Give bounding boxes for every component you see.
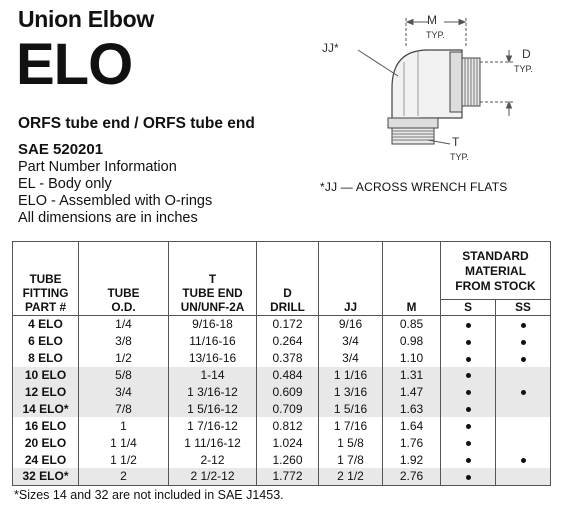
cell-stock-ss xyxy=(496,400,551,417)
cell-m: 1.10 xyxy=(383,350,441,367)
sae-number: SAE 520201 xyxy=(18,141,104,158)
cell-tube-od: 1/4 xyxy=(79,316,169,333)
cell-drill: 0.484 xyxy=(257,367,319,384)
info-line: EL - Body only xyxy=(18,176,112,192)
header-tube-end: T TUBE END UN/UNF-2A xyxy=(169,242,257,316)
cell-drill: 1.260 xyxy=(257,451,319,468)
header-s: S xyxy=(441,300,496,316)
cell-jj: 1 7/16 xyxy=(319,417,383,434)
cell-stock-ss xyxy=(496,468,551,485)
cell-stock-ss xyxy=(496,434,551,451)
cell-m: 0.85 xyxy=(383,316,441,333)
cell-part: 8 ELO xyxy=(13,350,79,367)
cell-m: 1.76 xyxy=(383,434,441,451)
cell-stock-s xyxy=(441,434,496,451)
cell-part: 16 ELO xyxy=(13,417,79,434)
wrench-flats-note: *JJ — ACROSS WRENCH FLATS xyxy=(320,180,508,194)
cell-part: 24 ELO xyxy=(13,451,79,468)
cell-stock-ss xyxy=(496,451,551,468)
cell-stock-s xyxy=(441,400,496,417)
cell-part: 14 ELO* xyxy=(13,400,79,417)
cell-jj: 3/4 xyxy=(319,333,383,350)
dim-d-label: D xyxy=(522,47,531,61)
cell-part: 32 ELO* xyxy=(13,468,79,485)
cell-m: 1.92 xyxy=(383,451,441,468)
cell-stock-s xyxy=(441,468,496,485)
dim-m-label: M xyxy=(427,13,437,27)
stock-dot-icon xyxy=(466,424,471,429)
cell-part: 4 ELO xyxy=(13,316,79,333)
cell-tube-end: 1 5/16-12 xyxy=(169,400,257,417)
table-row xyxy=(13,333,551,350)
cell-m: 1.47 xyxy=(383,384,441,401)
header-ss: SS xyxy=(496,300,551,316)
cell-jj: 1 5/16 xyxy=(319,400,383,417)
product-subtitle: Union Elbow xyxy=(18,6,154,32)
table-row xyxy=(13,384,551,401)
cell-jj: 1 3/16 xyxy=(319,384,383,401)
dim-d-typ: TYP. xyxy=(514,64,533,74)
cell-stock-ss xyxy=(496,333,551,350)
info-line: Part Number Information xyxy=(18,159,177,175)
cell-stock-ss xyxy=(496,367,551,384)
cell-m: 2.76 xyxy=(383,468,441,485)
dim-t-typ: TYP. xyxy=(450,152,469,162)
dim-jj-label: JJ* xyxy=(322,41,339,55)
stock-dot-icon xyxy=(521,323,526,328)
header-stock: STANDARD MATERIAL FROM STOCK xyxy=(441,242,551,300)
footnote: *Sizes 14 and 32 are not included in SAE J1453. xyxy=(14,488,284,502)
cell-drill: 0.812 xyxy=(257,417,319,434)
stock-dot-icon xyxy=(521,357,526,362)
cell-jj: 1 5/8 xyxy=(319,434,383,451)
cell-drill: 0.709 xyxy=(257,400,319,417)
cell-tube-od: 1 xyxy=(79,417,169,434)
stock-dot-icon xyxy=(521,340,526,345)
cell-tube-end: 13/16-16 xyxy=(169,350,257,367)
elbow-fitting-drawing xyxy=(300,6,562,178)
cell-drill: 0.172 xyxy=(257,316,319,333)
stock-dot-icon xyxy=(466,475,471,480)
cell-tube-end: 1-14 xyxy=(169,367,257,384)
cell-tube-od: 5/8 xyxy=(79,367,169,384)
stock-dot-icon xyxy=(466,441,471,446)
cell-drill: 1.024 xyxy=(257,434,319,451)
table-row xyxy=(13,417,551,434)
table-row xyxy=(13,434,551,451)
header-drill: D DRILL xyxy=(257,242,319,316)
stock-dot-icon xyxy=(521,390,526,395)
table-row xyxy=(13,316,551,333)
dim-m-typ: TYP. xyxy=(426,30,445,40)
cell-jj: 2 1/2 xyxy=(319,468,383,485)
cell-tube-od: 3/8 xyxy=(79,333,169,350)
cell-jj: 9/16 xyxy=(319,316,383,333)
cell-tube-end: 11/16-16 xyxy=(169,333,257,350)
stock-dot-icon xyxy=(466,373,471,378)
cell-jj: 1 1/16 xyxy=(319,367,383,384)
product-code: ELO xyxy=(16,32,133,97)
stock-dot-icon xyxy=(466,357,471,362)
stock-dot-icon xyxy=(466,458,471,463)
cell-tube-od: 3/4 xyxy=(79,384,169,401)
cell-part: 6 ELO xyxy=(13,333,79,350)
cell-stock-s xyxy=(441,384,496,401)
cell-m: 1.31 xyxy=(383,367,441,384)
cell-part: 10 ELO xyxy=(13,367,79,384)
cell-tube-end: 2 1/2-12 xyxy=(169,468,257,485)
table-row xyxy=(13,400,551,417)
cell-m: 1.63 xyxy=(383,400,441,417)
cell-tube-end: 1 11/16-12 xyxy=(169,434,257,451)
cell-m: 0.98 xyxy=(383,333,441,350)
cell-part: 12 ELO xyxy=(13,384,79,401)
cell-stock-s xyxy=(441,367,496,384)
cell-stock-s xyxy=(441,350,496,367)
table-row xyxy=(13,451,551,468)
header-jj: JJ xyxy=(319,242,383,316)
cell-stock-ss xyxy=(496,350,551,367)
cell-stock-s xyxy=(441,316,496,333)
header-part: TUBE FITTING PART # xyxy=(13,242,79,316)
cell-stock-ss xyxy=(496,316,551,333)
end-types: ORFS tube end / ORFS tube end xyxy=(18,115,255,132)
stock-dot-icon xyxy=(521,458,526,463)
cell-tube-end: 1 7/16-12 xyxy=(169,417,257,434)
cell-jj: 1 7/8 xyxy=(319,451,383,468)
table-row xyxy=(13,468,551,485)
cell-drill: 0.609 xyxy=(257,384,319,401)
stock-dot-icon xyxy=(466,407,471,412)
header-tube-od: TUBE O.D. xyxy=(79,242,169,316)
stock-dot-icon xyxy=(466,340,471,345)
cell-drill: 1.772 xyxy=(257,468,319,485)
cell-m: 1.64 xyxy=(383,417,441,434)
cell-stock-s xyxy=(441,417,496,434)
cell-tube-od: 1 1/4 xyxy=(79,434,169,451)
table-row xyxy=(13,367,551,384)
dimension-table xyxy=(12,241,550,486)
cell-tube-end: 1 3/16-12 xyxy=(169,384,257,401)
cell-part: 20 ELO xyxy=(13,434,79,451)
cell-tube-od: 7/8 xyxy=(79,400,169,417)
cell-drill: 0.264 xyxy=(257,333,319,350)
stock-dot-icon xyxy=(466,390,471,395)
cell-jj: 3/4 xyxy=(319,350,383,367)
dim-t-label: T xyxy=(452,135,460,149)
cell-tube-od: 1 1/2 xyxy=(79,451,169,468)
cell-stock-ss xyxy=(496,384,551,401)
cell-tube-od: 2 xyxy=(79,468,169,485)
cell-drill: 0.378 xyxy=(257,350,319,367)
cell-stock-ss xyxy=(496,417,551,434)
cell-stock-s xyxy=(441,333,496,350)
cell-tube-od: 1/2 xyxy=(79,350,169,367)
table-row xyxy=(13,350,551,367)
info-line: All dimensions are in inches xyxy=(18,210,198,226)
stock-dot-icon xyxy=(466,323,471,328)
cell-tube-end: 9/16-18 xyxy=(169,316,257,333)
info-line: ELO - Assembled with O-rings xyxy=(18,193,213,209)
header-m: M xyxy=(383,242,441,316)
cell-stock-s xyxy=(441,451,496,468)
cell-tube-end: 2-12 xyxy=(169,451,257,468)
